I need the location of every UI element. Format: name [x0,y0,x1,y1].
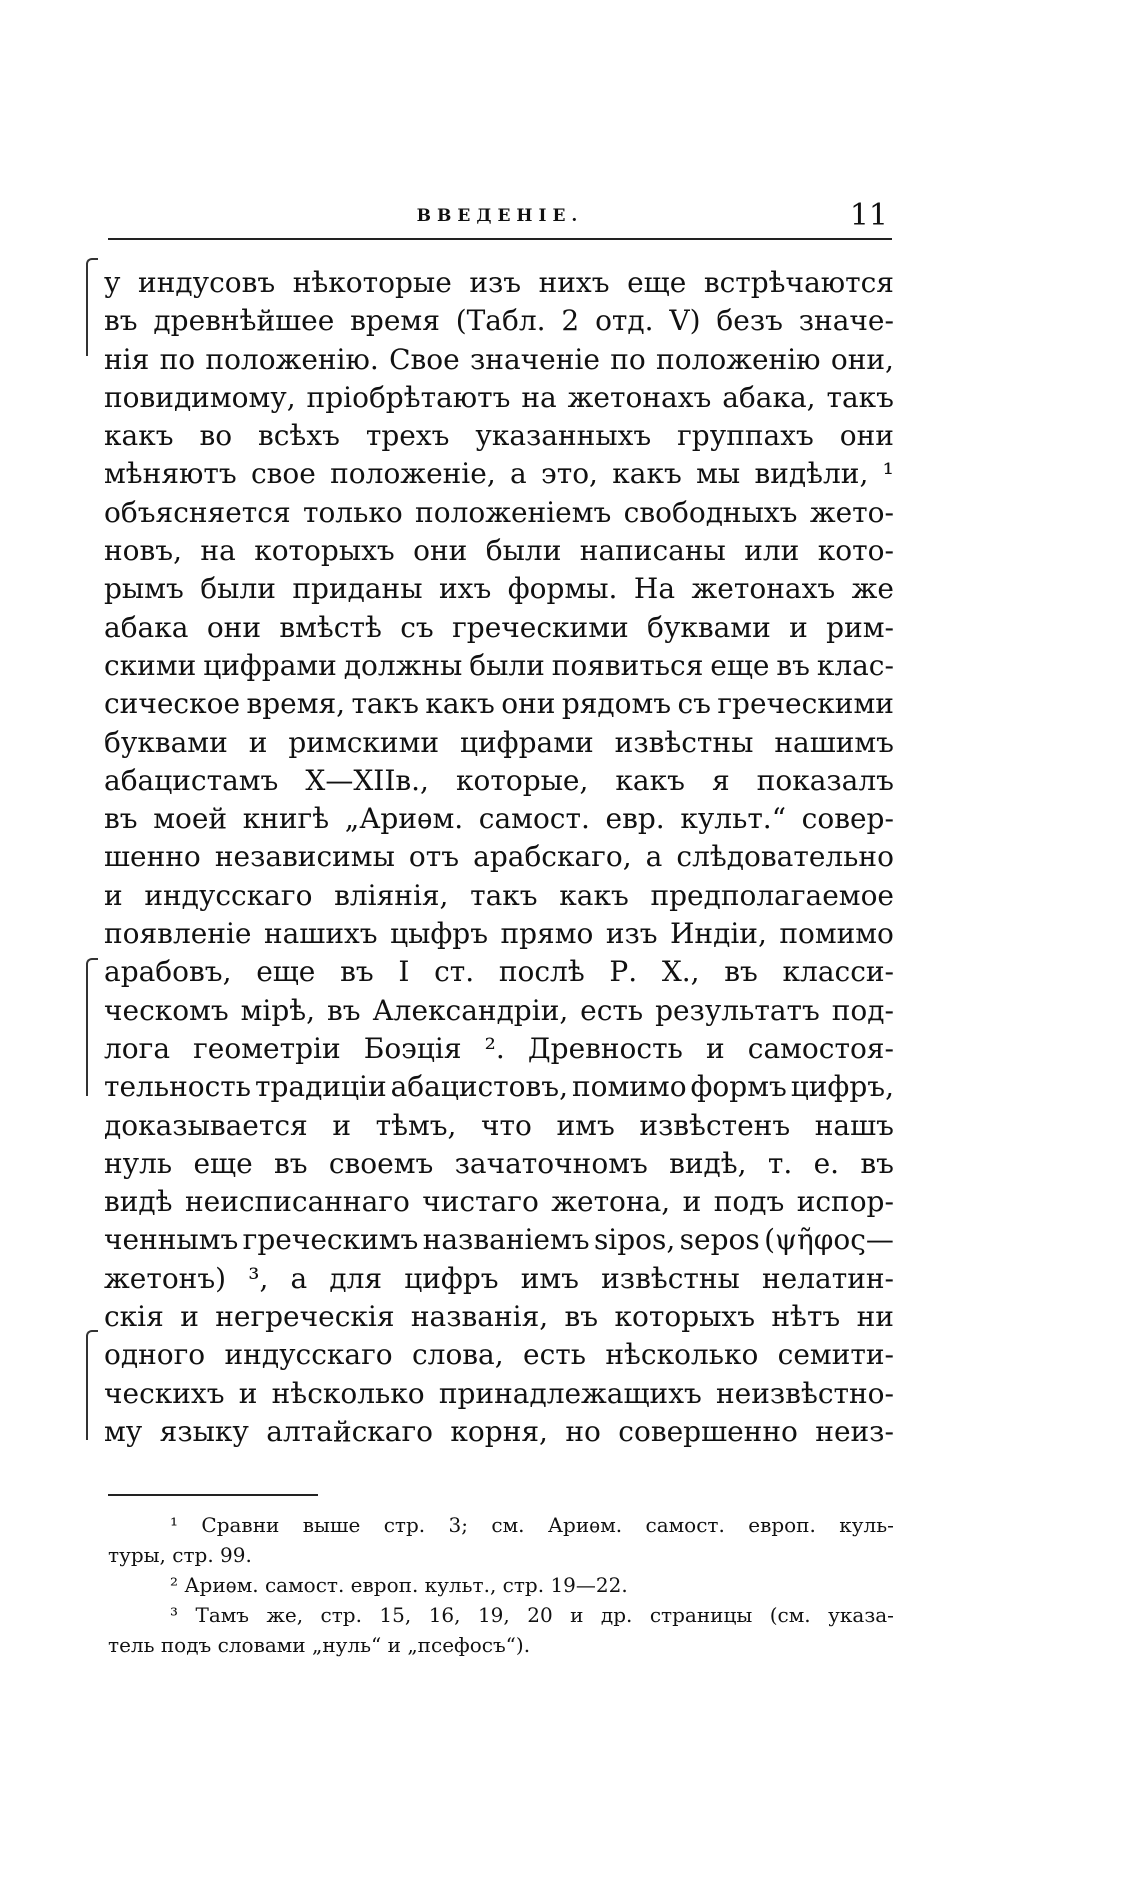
text-line: лога геометріи Боэція ². Древность и самостоя- [104,1031,894,1065]
text-line: доказывается и тѣмъ, что имъ извѣстенъ нашъ [104,1108,894,1142]
text-line: мѣняютъ свое положеніе, а это, какъ мы видѣли, ¹ [104,457,894,491]
footnote-rule [108,1494,318,1496]
text-line: тельность традиціи абацистовъ, помимо формъ цифръ, [104,1070,894,1104]
text-line: ческомъ мірѣ, въ Александріи, есть результатъ под- [104,993,894,1027]
text-line: му языку алтайскаго корня, но совершенно неиз- [104,1414,894,1448]
text-line: и индусскаго вліянія, такъ какъ предполагаемое [104,878,894,912]
text-line: какъ во всѣхъ трехъ указанныхъ группахъ они [104,419,894,453]
text-line: скими цифрами должны были появиться еще въ клас- [104,648,894,682]
text-line: въ древнѣйшее время (Табл. 2 отд. V) безъ значе- [104,304,894,338]
margin-mark-bottom [86,1330,98,1440]
text-line: абацистамъ X—XIIв., которые, какъ я показалъ [104,763,894,797]
text-line: буквами и римскими цифрами извѣстны нашимъ [104,725,894,759]
text-line: шенно независимы отъ арабскаго, а слѣдовательно [104,840,894,874]
page-number: 11 [849,198,888,233]
text-line: арабовъ, еще въ I ст. послѣ Р. Х., въ класси- [104,955,894,989]
text-line: новъ, на которыхъ они были написаны или кото- [104,534,894,568]
text-line: повидимому, пріобрѣтаютъ на жетонахъ абака, такъ [104,380,894,414]
margin-mark-top [86,258,98,356]
body-text [104,264,894,1451]
running-title: ВВЕДЕНІЕ. [416,206,584,226]
text-line: видѣ неисписаннаго чистаго жетона, и подъ испор- [104,1185,894,1219]
text-line: въ моей книгѣ „Ариѳм. самост. евр. культ.“ совер- [104,802,894,836]
text-line: одного индусскаго слова, есть нѣсколько семити- [104,1338,894,1372]
running-header [108,200,892,240]
footnote-line: ² Ариѳм. самост. европ. культ., стр. 19—22. [170,1573,628,1597]
text-line: абака они вмѣстѣ съ греческими буквами и рим- [104,610,894,644]
text-line: сическое время, такъ какъ они рядомъ съ греческими [104,687,894,721]
footnote-line: ³ Тамъ же, стр. 15, 16, 19, 20 и др. страницы (см. указа- [170,1603,894,1627]
text-line: рымъ были приданы ихъ формы. На жетонахъ же [104,572,894,606]
margin-mark-middle [86,958,98,1096]
text-line: скія и негреческія названія, въ которыхъ нѣтъ ни [104,1300,894,1334]
text-line: у индусовъ нѣкоторые изъ нихъ еще встрѣчаются [104,266,894,299]
footnote-line: туры, стр. 99. [108,1543,252,1567]
footnote-line: тель подъ словами „нуль“ и „псефосъ“). [108,1633,531,1657]
text-line: ченнымъ греческимъ названіемъ sipos, sepos (ψῆφος— [104,1223,894,1257]
text-line: жетонъ) ³, а для цифръ имъ извѣстны нелатин- [104,1261,894,1295]
text-line: ческихъ и нѣсколько принадлежащихъ неизвѣстно- [104,1376,894,1410]
text-line: нуль еще въ своемъ зачаточномъ видѣ, т. е. въ [104,1146,894,1180]
footnote-line: ¹ Сравни выше стр. 3; см. Ариѳм. самост. европ. куль- [170,1513,894,1537]
text-line: нія по положенію. Свое значеніе по положенію они, [104,342,894,376]
text-line: объясняется только положеніемъ свободныхъ жето- [104,495,894,529]
footnotes [108,1510,894,1660]
text-line: появленіе нашихъ цыфръ прямо изъ Индіи, помимо [104,917,894,951]
